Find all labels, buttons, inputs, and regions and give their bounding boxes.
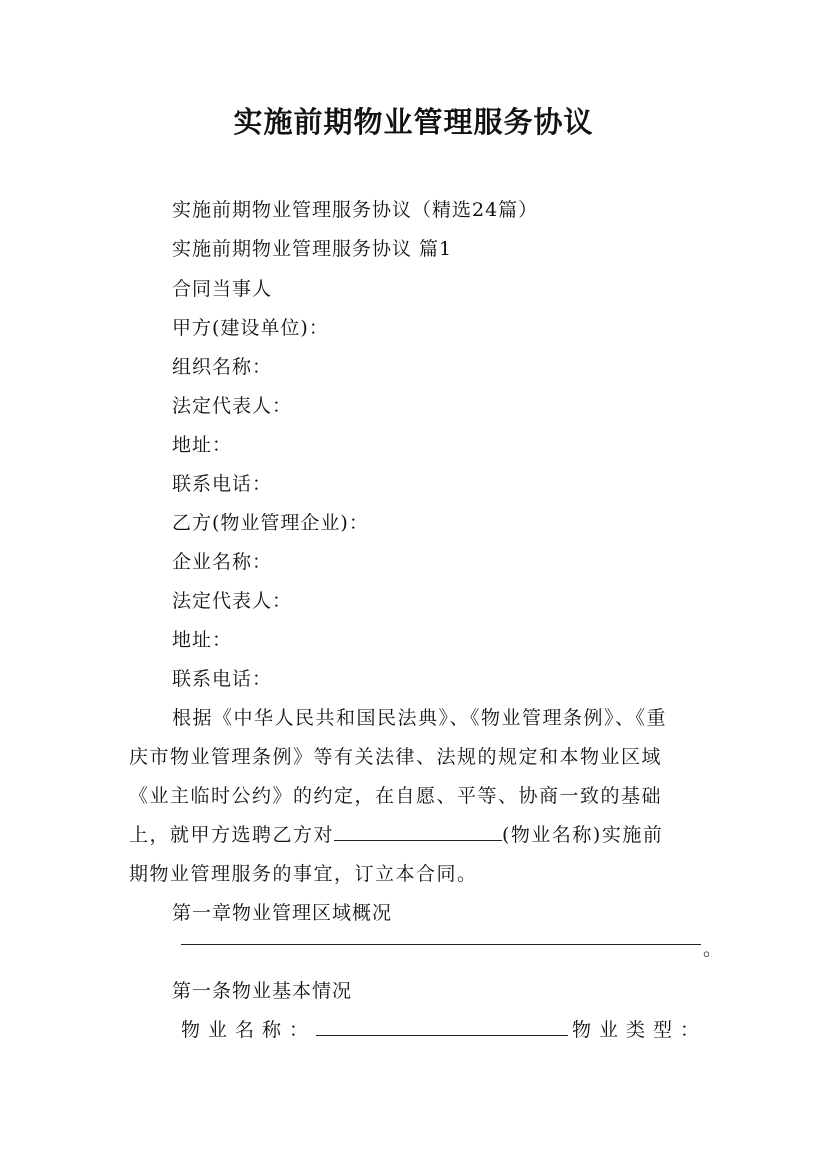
paragraph-line: 《业主临时公约》的约定，在自愿、平等、协商一致的基础 bbox=[129, 785, 663, 807]
property-name-label: 物业名称： bbox=[181, 1019, 317, 1041]
party-b-address: 地址： bbox=[172, 629, 233, 651]
overview-blank bbox=[181, 944, 701, 945]
subtitle-line: 实施前期物业管理服务协议（精选24篇） bbox=[172, 199, 539, 221]
paragraph-text: 上，就甲方选聘乙方对 bbox=[129, 824, 335, 846]
paragraph-line bbox=[129, 822, 663, 848]
party-a-phone: 联系电话： bbox=[172, 473, 273, 495]
document-title: 实施前期物业管理服务协议 bbox=[233, 105, 594, 139]
section-heading: 实施前期物业管理服务协议 篇1 bbox=[172, 238, 453, 260]
party-b-phone: 联系电话： bbox=[172, 668, 273, 690]
party-a-address: 地址： bbox=[172, 434, 233, 456]
party-a-label: 甲方(建设单位)： bbox=[172, 317, 329, 339]
property-name-field-blank bbox=[316, 1017, 568, 1036]
paragraph-line: 庆市物业管理条例》等有关法律、法规的规定和本物业区域 bbox=[129, 746, 663, 768]
property-row bbox=[181, 1017, 707, 1043]
paragraph-line: 根据《中华人民共和国民法典》、《物业管理条例》、《重 bbox=[172, 707, 668, 729]
party-b-legal-rep: 法定代表人： bbox=[172, 590, 293, 612]
party-a-org-name: 组织名称： bbox=[172, 356, 273, 378]
party-b-label: 乙方(物业管理企业)： bbox=[172, 512, 369, 534]
paragraph-text: (物业名称)实施前 bbox=[502, 824, 664, 846]
property-name-blank bbox=[334, 822, 502, 841]
parties-heading: 合同当事人 bbox=[172, 278, 273, 300]
overview-period: 。 bbox=[703, 938, 723, 960]
party-b-company-name: 企业名称： bbox=[172, 551, 273, 573]
party-a-legal-rep: 法定代表人： bbox=[172, 395, 293, 417]
article-heading: 第一条物业基本情况 bbox=[172, 980, 353, 1002]
paragraph-line: 期物业管理服务的事宜，订立本合同。 bbox=[129, 863, 478, 885]
property-type-label: 物业类型： bbox=[572, 1019, 708, 1041]
chapter-heading: 第一章物业管理区域概况 bbox=[172, 902, 393, 924]
